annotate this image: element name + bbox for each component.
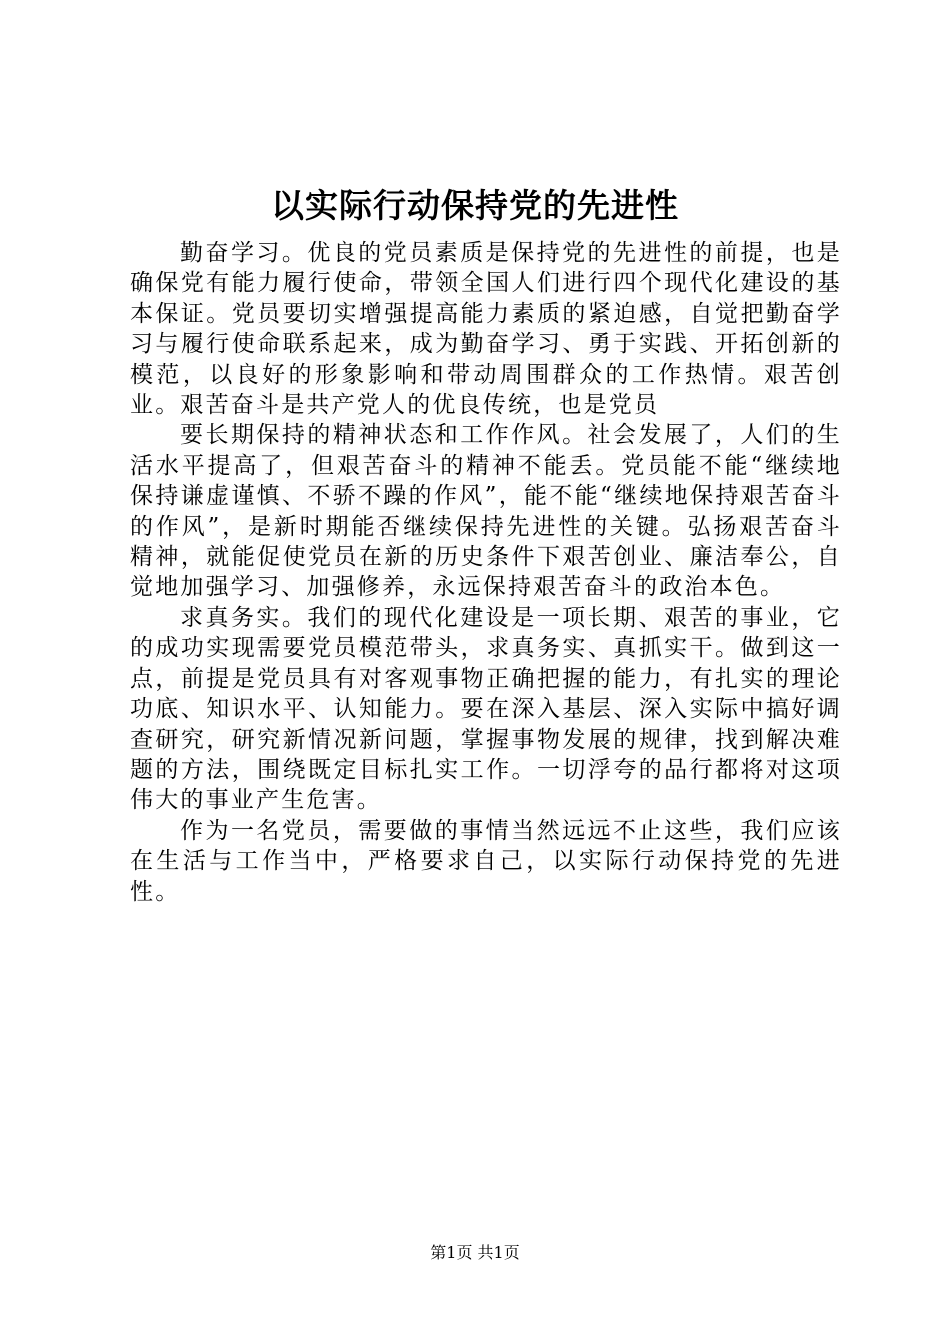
- paragraph-conclusion: 作为一名党员，需要做的事情当然远远不止这些，我们应该在生活与工作当中，严格要求自己，以实际行动保持党的先进性。: [130, 817, 842, 905]
- paragraph-pragmatism: 求真务实。我们的现代化建设是一项长期、艰苦的事业，它的成功实现需要党员模范带头，求真务实、真抓实干。做到这一点，前提是党员具有对客观事物正确把握的能力，有扎实的理论功底、知识水平、认知能力。要在深入基层、深入实际中搞好调查研究，研究新情况新问题，掌握事物发展的规律，找到解决难题的方法，围绕既定目标扎实工作。一切浮夸的品行都将对这项伟大的事业产生危害。: [130, 604, 842, 814]
- document-title: 以实际行动保持党的先进性: [271, 186, 679, 225]
- document-body: [130, 238, 842, 907]
- paragraph-study: 勤奋学习。优良的党员素质是保持党的先进性的前提，也是确保党有能力履行使命，带领全国人们进行四个现代化建设的基本保证。党员要切实增强提高能力素质的紧迫感，自觉把勤奋学习与履行使命联系起来，成为勤奋学习、勇于实践、开拓创新的模范，以良好的形象影响和带动周围群众的工作热情。艰苦创业。艰苦奋斗是共产党人的优良传统，也是党员: [130, 240, 842, 419]
- paragraph-hard-work: 要长期保持的精神状态和工作作风。社会发展了，人们的生活水平提高了，但艰苦奋斗的精神不能丢。党员能不能“继续地保持谦虚谨慎、不骄不躁的作风”，能不能“继续地保持艰苦奋斗的作风”，是新时期能否继续保持先进性的关键。弘扬艰苦奋斗精神，就能促使党员在新的历史条件下艰苦创业、廉洁奉公，自觉地加强学习、加强修养，永远保持艰苦奋斗的政治本色。: [130, 422, 842, 601]
- page-number-footer: 第1页 共1页: [430, 1243, 520, 1262]
